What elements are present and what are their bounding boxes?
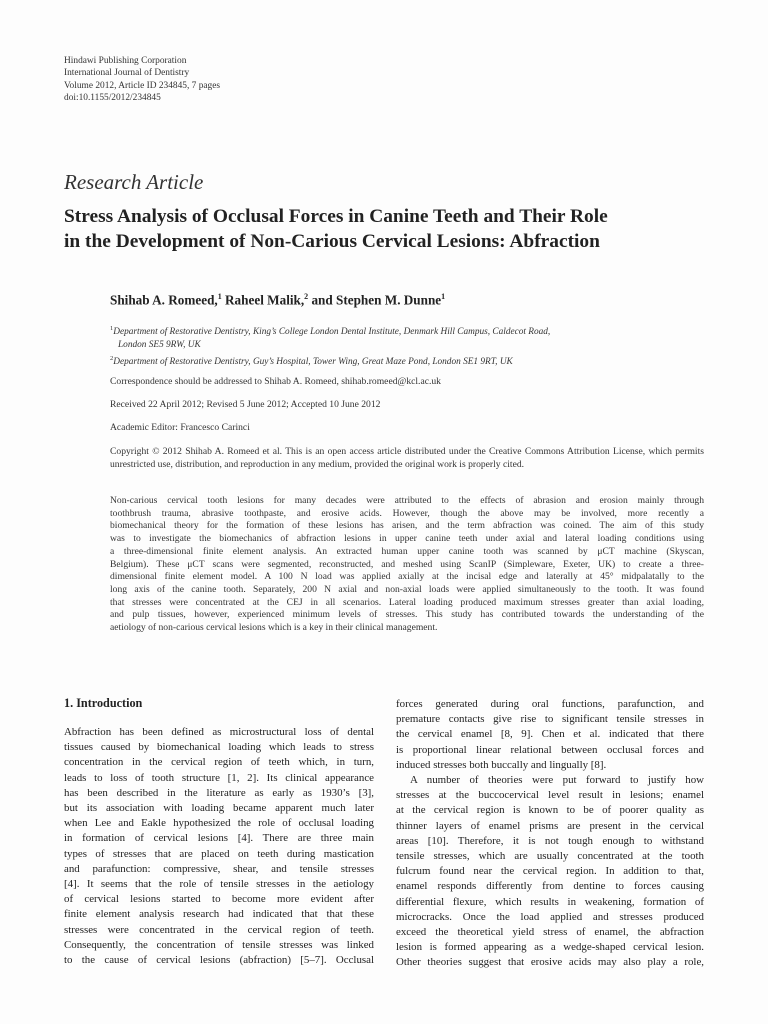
abstract-line: Belgium). These μCT scans were segmented, reconstructed, and meshed using ScanIP (Simpleware, Exeter, UK) to create a three- bbox=[110, 558, 704, 570]
abstract-line: Non-carious cervical tooth lesions for many decades were attributed to the effects of abrasion and erosion mainly through bbox=[110, 495, 704, 506]
body-line: to the cause of cervical lesions (abfraction) [5–7]. Occlusal bbox=[64, 954, 374, 967]
body-line: tissues caused by biomechanical loading which leads to stress bbox=[64, 741, 374, 754]
abstract-line: aetiology of non-carious cervical lesions which is a key in their clinical management. bbox=[110, 622, 438, 634]
section-heading: 1. Introduction bbox=[64, 696, 143, 710]
abstract-line: biomechanical theory for the formation of these lesions has arisen, and the term abfraction was coined. The aim of this study bbox=[110, 520, 704, 532]
body-line: lesion is formed appearing as a wedge-shaped cervical lesion. bbox=[396, 941, 704, 954]
body-line: is proportional linear relational between occlusal forces and bbox=[396, 743, 704, 756]
body-line: concentration in the cervical region of teeth which, in turn, bbox=[64, 756, 374, 769]
body-line: of cervical lesions started to become more evident after bbox=[64, 893, 374, 906]
abstract-line: toothbrush trauma, abrasive toothpaste, and erosive acids. However, though the above may be involved, more recently a bbox=[110, 507, 704, 519]
body-line: areas [10]. Therefore, it is not tough enough to withstand bbox=[396, 834, 704, 847]
affiliations bbox=[110, 322, 550, 369]
body-line: Other theories suggest that erosive acids may also play a role, bbox=[396, 956, 704, 969]
academic-editor: Academic Editor: Francesco Carinci bbox=[110, 422, 250, 433]
affiliation-1-cont: London SE5 9RW, UK bbox=[118, 340, 201, 351]
abstract-line: was to investigate the biomechanics of abfraction lesions in upper canine teeth under axial and lateral loading conditions using bbox=[110, 533, 704, 545]
correspondence bbox=[110, 376, 441, 387]
author-affiliation-mark: 1 bbox=[217, 292, 222, 301]
body-line: when Lee and Eakle hypothesized the role of occlusal loading bbox=[64, 817, 374, 830]
abstract-line: that stresses were concentrated at the CEJ in all scenarios. Lateral loading produced maximum stresses greater than axial loading, bbox=[110, 596, 704, 608]
abstract-line: long axis of the canine tooth. Separately, 200 N axial and non-axial loads were applied simultaneously to the tooth. It was found bbox=[110, 583, 704, 595]
body-line: exceed the theoretical yield stress of enamel, the abfraction bbox=[396, 926, 704, 939]
body-line: premature contacts give rise to significant tensile stresses in bbox=[396, 713, 704, 726]
body-line: tensile stresses, which are usually concentrated at the tooth bbox=[396, 850, 704, 863]
abstract-line: and pulp tissues, however, experienced minimum levels of stresses. This study has contributed towards the understanding of the bbox=[110, 609, 704, 621]
affiliation-mark: 1 bbox=[110, 325, 114, 332]
affiliation-text: Department of Restorative Dentistry, Guy’s Hospital, Tower Wing, Great Maze Pond, London SE1 9RT, UK bbox=[113, 357, 513, 368]
body-line: stresses at the buccocervical level result in lesions; enamel bbox=[396, 789, 704, 802]
author-list bbox=[110, 292, 445, 308]
body-line: forces generated during oral functions, parafunction, and bbox=[396, 698, 704, 710]
affiliation-1 bbox=[110, 322, 550, 339]
copyright-notice: Copyright © 2012 Shihab A. Romeed et al. This is an open access article distributed under the Creative Commons Attribution License, which permits unrestricted use, distribution, and reproduction in any medium, provided the original work is properly cited. bbox=[110, 446, 704, 470]
body-line: enamel responds differently from dentine to forces causing bbox=[396, 880, 704, 893]
body-line: types of stresses that are placed on teeth during mastication bbox=[64, 847, 374, 860]
body-line: differential flexure, which results in weakening, formation of bbox=[396, 895, 704, 908]
doi: doi:10.1155/2012/234845 bbox=[64, 93, 161, 104]
affiliation-mark: 2 bbox=[110, 355, 114, 363]
journal-header bbox=[64, 55, 220, 105]
correspondence-text: Correspondence should be addressed to Shihab A. Romeed, bbox=[110, 376, 342, 387]
body-line: leads to loss of tooth structure [1, 2]. Its clinical appearance bbox=[64, 771, 374, 784]
history-dates: Received 22 April 2012; Revised 5 June 2012; Accepted 10 June 2012 bbox=[110, 399, 381, 410]
body-line: Consequently, the concentration of tensile stresses was linked bbox=[64, 938, 374, 951]
body-line: fulcrum found near the cervical region. In addition to that, bbox=[396, 865, 704, 878]
body-line: A number of theories were put forward to justify how bbox=[410, 774, 704, 787]
article-type: Research Article bbox=[64, 170, 204, 194]
affiliation-text: Department of Restorative Dentistry, King’s College London Dental Institute, Denmark Hill Campus, Caldecot Road, bbox=[113, 327, 551, 338]
body-line: but its association with loading became apparent much later bbox=[64, 802, 374, 815]
body-line: microcracks. Once the load applied and stresses produced bbox=[396, 910, 704, 923]
volume-info: Volume 2012, Article ID 234845, 7 pages bbox=[64, 80, 221, 91]
author-name: Shihab A. Romeed, bbox=[110, 292, 218, 308]
article-title bbox=[64, 204, 724, 254]
title-line: in the Development of Non-Carious Cervical Lesions: Abfraction bbox=[64, 231, 600, 252]
author-affiliation-mark: 1 bbox=[441, 292, 446, 301]
author-affiliation-mark: 2 bbox=[304, 292, 309, 301]
body-column-right bbox=[396, 697, 704, 971]
body-column-left bbox=[64, 725, 374, 968]
body-line: [4]. It seems that the role of tensile stresses in the aetiology bbox=[64, 878, 374, 891]
abstract-line: a three-dimensional finite element analysis. An extracted human upper canine tooth was scanned by μCT machine (Skyscan, bbox=[110, 545, 704, 557]
correspondence-email[interactable]: shihab.romeed@kcl.ac.uk bbox=[341, 376, 441, 387]
body-line: at the cervical region is known to be of poorer quality as bbox=[396, 804, 704, 817]
body-line: finite element analysis research had indicated that that these bbox=[64, 908, 374, 921]
body-line: induced stresses both buccally and lingually [8]. bbox=[396, 758, 607, 771]
title-line: Stress Analysis of Occlusal Forces in Canine Teeth and Their Role bbox=[64, 206, 608, 227]
author-name: Raheel Malik, bbox=[221, 292, 305, 308]
body-line: has been described in the literature as early as 1930’s [3], bbox=[64, 786, 374, 799]
author-name: and Stephen M. Dunne bbox=[308, 292, 442, 308]
body-line: and parafunction: compressive, shear, and tensile stresses bbox=[64, 862, 374, 875]
abstract bbox=[110, 495, 704, 635]
journal-name: International Journal of Dentistry bbox=[64, 68, 190, 79]
body-line: in formation of cervical lesions [4]. There are three main bbox=[64, 832, 374, 845]
body-line: thinner layers of enamel prisms are present in the cervical bbox=[396, 819, 704, 832]
abstract-line: dimensional finite element model. A 100 N load was applied axially at the incisal edge and laterally at 45° midpalatally to the bbox=[110, 571, 704, 583]
body-line: the cervical enamel [8, 9]. Chen et al. indicated that there bbox=[396, 728, 704, 741]
body-line: stresses were concentrated in the cervical region of teeth. bbox=[64, 923, 374, 936]
publisher: Hindawi Publishing Corporation bbox=[64, 56, 187, 66]
affiliation-2 bbox=[110, 352, 550, 369]
body-line: Abfraction has been defined as microstructural loss of dental bbox=[64, 726, 374, 738]
